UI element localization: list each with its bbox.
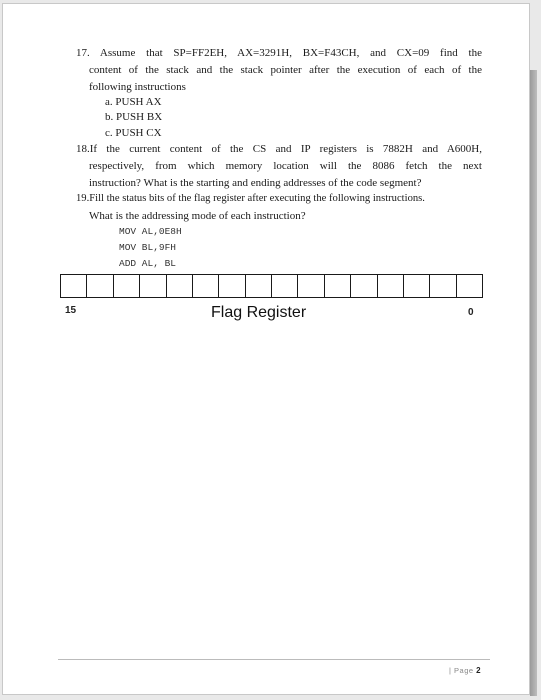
flag-bit-box [113, 274, 140, 298]
flag-bit-box [139, 274, 166, 298]
q17-item-c: c. PUSH CX [105, 127, 162, 139]
q17-item-b: b. PUSH BX [105, 111, 163, 123]
q17-line-2: content of the stack and the stack pointer after the execution of each of the [89, 64, 482, 76]
flag-low-bit-label: 0 [468, 307, 474, 318]
page-number [449, 666, 481, 675]
flag-bit-box [245, 274, 272, 298]
document-page [2, 3, 530, 695]
page-edge-shadow [530, 70, 537, 696]
flag-bit-box [192, 274, 219, 298]
q19-line-1: 19.Fill the status bits of the flag register after executing the following instructions. [76, 193, 425, 204]
code-line-2: MOV BL,9FH [119, 242, 177, 253]
flag-bit-box [166, 274, 193, 298]
flag-high-bit-label: 15 [65, 305, 77, 316]
flag-bit-box [218, 274, 245, 298]
flag-bit-box [403, 274, 430, 298]
flag-bit-box [86, 274, 113, 298]
flag-bit-box [429, 274, 456, 298]
flag-bit-box [456, 274, 483, 298]
flag-bit-box [60, 274, 87, 298]
flag-bit-box [297, 274, 324, 298]
q19-line-2: What is the addressing mode of each instruction? [89, 210, 306, 222]
flag-bit-box [324, 274, 351, 298]
page-label: | Page [449, 666, 474, 675]
footer-rule [58, 659, 490, 660]
flag-register-title: Flag Register [211, 304, 307, 321]
flag-bit-box [271, 274, 298, 298]
q18-line-1: 18.If the current content of the CS and IP registers is 7882H and A600H, [76, 143, 482, 155]
flag-bit-box [350, 274, 377, 298]
code-line-1: MOV AL,0E8H [119, 226, 182, 237]
q17-line-1: 17. Assume that SP=FF2EH, AX=3291H, BX=F43CH, and CX=09 find the [76, 47, 482, 59]
q17-item-a: a. PUSH AX [105, 96, 162, 108]
page-number-value: 2 [476, 666, 482, 675]
flag-register-boxes [60, 274, 482, 298]
q18-line-2: respectively, from which memory location will the 8086 fetch the next [89, 160, 482, 172]
code-line-3: ADD AL, BL [119, 258, 177, 269]
q17-line-3: following instructions [89, 81, 186, 93]
flag-bit-box [377, 274, 404, 298]
q18-line-3: instruction? What is the starting and ending addresses of the code segment? [89, 177, 422, 189]
